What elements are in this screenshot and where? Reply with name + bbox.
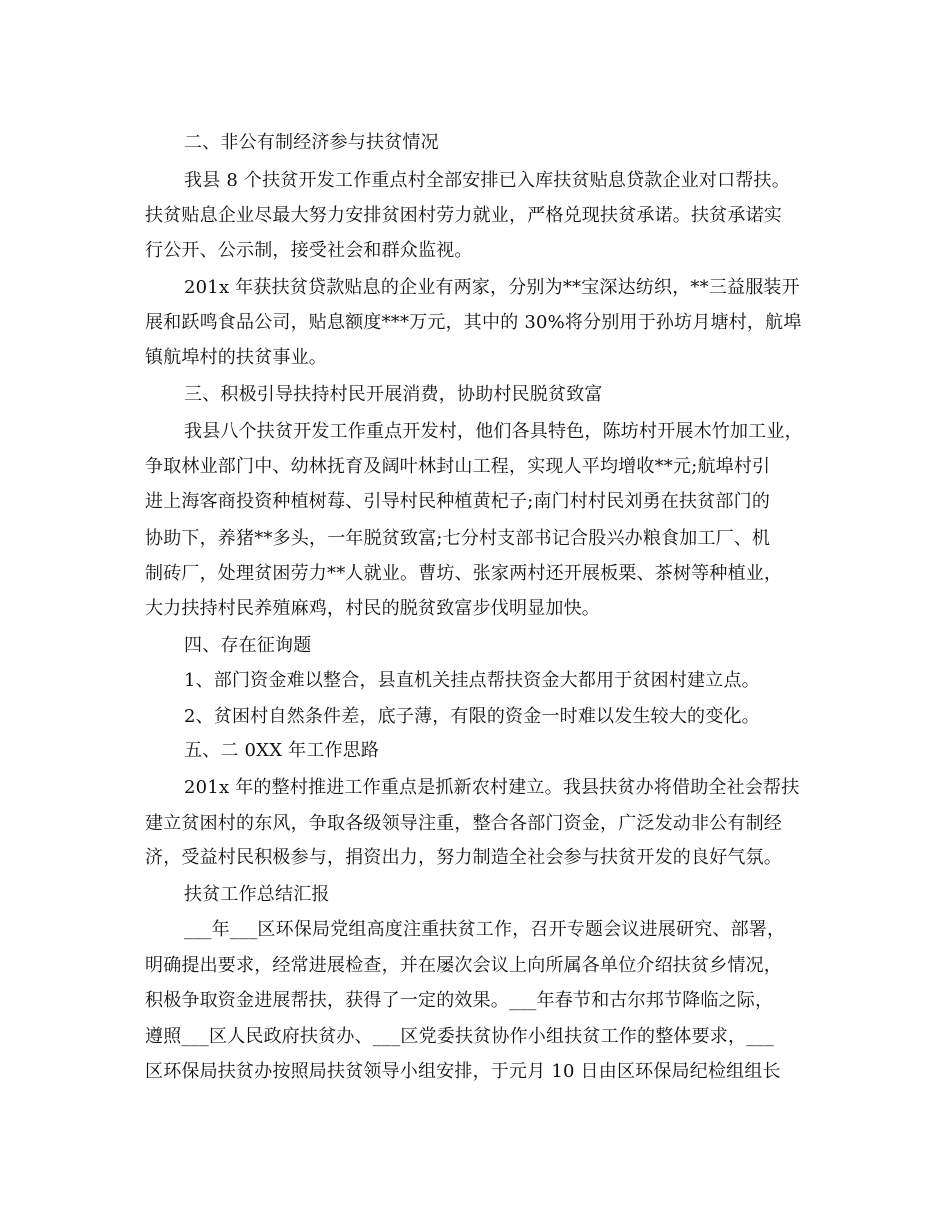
paragraph-line: 进上海客商投资种植树莓、引导村民种植黄杞子;南门村村民刘勇在扶贫部门的 (145, 491, 771, 512)
paragraph-line: 协助下，养猪**多头，一年脱贫致富;七分村支部书记合股兴办粮食加工厂、机 (145, 528, 771, 549)
section-heading-5: 五、二 0XX 年工作思路 (184, 740, 380, 761)
section-heading-3: 三、积极引导扶持村民开展消费，协助村民脱贫致富 (184, 384, 603, 405)
section-heading-2: 二、非公有制经济参与扶贫情况 (184, 132, 439, 153)
paragraph-line: 建立贫困村的东风，争取各级领导注重，整合各部门资金，广泛发动非公有制经 (145, 813, 782, 834)
list-item-1: 1、部门资金难以整合，县直机关挂点帮扶资金大都用于贫困村建立点。 (184, 670, 760, 691)
paragraph-line: 大力扶持村民养殖麻鸡，村民的脱贫致富步伐明显加快。 (145, 598, 600, 619)
paragraph-line: 201x 年获扶贫贷款贴息的企业有两家，分别为**宝深达纺织，**三益服装开 (184, 277, 800, 298)
paragraph-line: 明确提出要求，经常进展检查，并在屡次会议上向所属各单位介绍扶贫乡情况， (145, 955, 782, 976)
paragraph-line: 济，受益村民积极参与，捐资出力，努力制造全社会参与扶贫开发的良好气氛。 (145, 847, 782, 868)
paragraph-line: 展和跃鸣食品公司，贴息额度***万元，其中的 30%将分别用于孙坊月塘村，航埠 (145, 312, 802, 333)
paragraph-line: 制砖厂，处理贫困劳力**人就业。曹坊、张家两村还开展板栗、茶树等种植业， (145, 563, 783, 584)
paragraph-line: 扶贫贴息企业尽最大努力安排贫困村劳力就业，严格兑现扶贫承诺。扶贫承诺实 (145, 205, 782, 226)
paragraph-line: 镇航埠村的扶贫事业。 (145, 347, 327, 368)
paragraph-line: 行公开、公示制，接受社会和群众监视。 (145, 240, 473, 261)
paragraph-line: 积极争取资金进展帮扶，获得了一定的效果。___年春节和古尔邦节降临之际， (145, 990, 774, 1011)
paragraph-line: ___年___区环保局党组高度注重扶贫工作，召开专题会议进展研究、部署， (184, 919, 786, 940)
report-title: 扶贫工作总结汇报 (184, 884, 330, 905)
paragraph-line: 201x 年的整村推进工作重点是抓新农村建立。我县扶贫办将借助全社会帮扶 (184, 777, 800, 798)
paragraph-line: 遵照___区人民政府扶贫办、___区党委扶贫协作小组扶贫工作的整体要求，___ (145, 1026, 774, 1047)
list-item-2: 2、贫困村自然条件差，底子薄，有限的资金一时难以发生较大的变化。 (184, 706, 760, 727)
section-heading-4: 四、存在征询题 (184, 635, 312, 656)
paragraph-line: 我县八个扶贫开发工作重点开发村，他们各具特色，陈坊村开展木竹加工业， (184, 421, 803, 442)
paragraph-line: 我县 8 个扶贫开发工作重点村全部安排已入库扶贫贴息贷款企业对口帮扶。 (184, 170, 790, 191)
paragraph-line: 争取林业部门中、幼林抚育及阔叶林封山工程，实现人平均增收**元;航埠村引 (145, 456, 771, 477)
paragraph-line: 区环保局扶贫办按照局扶贫领导小组安排，于元月 10 日由区环保局纪检组组长 (145, 1061, 781, 1082)
